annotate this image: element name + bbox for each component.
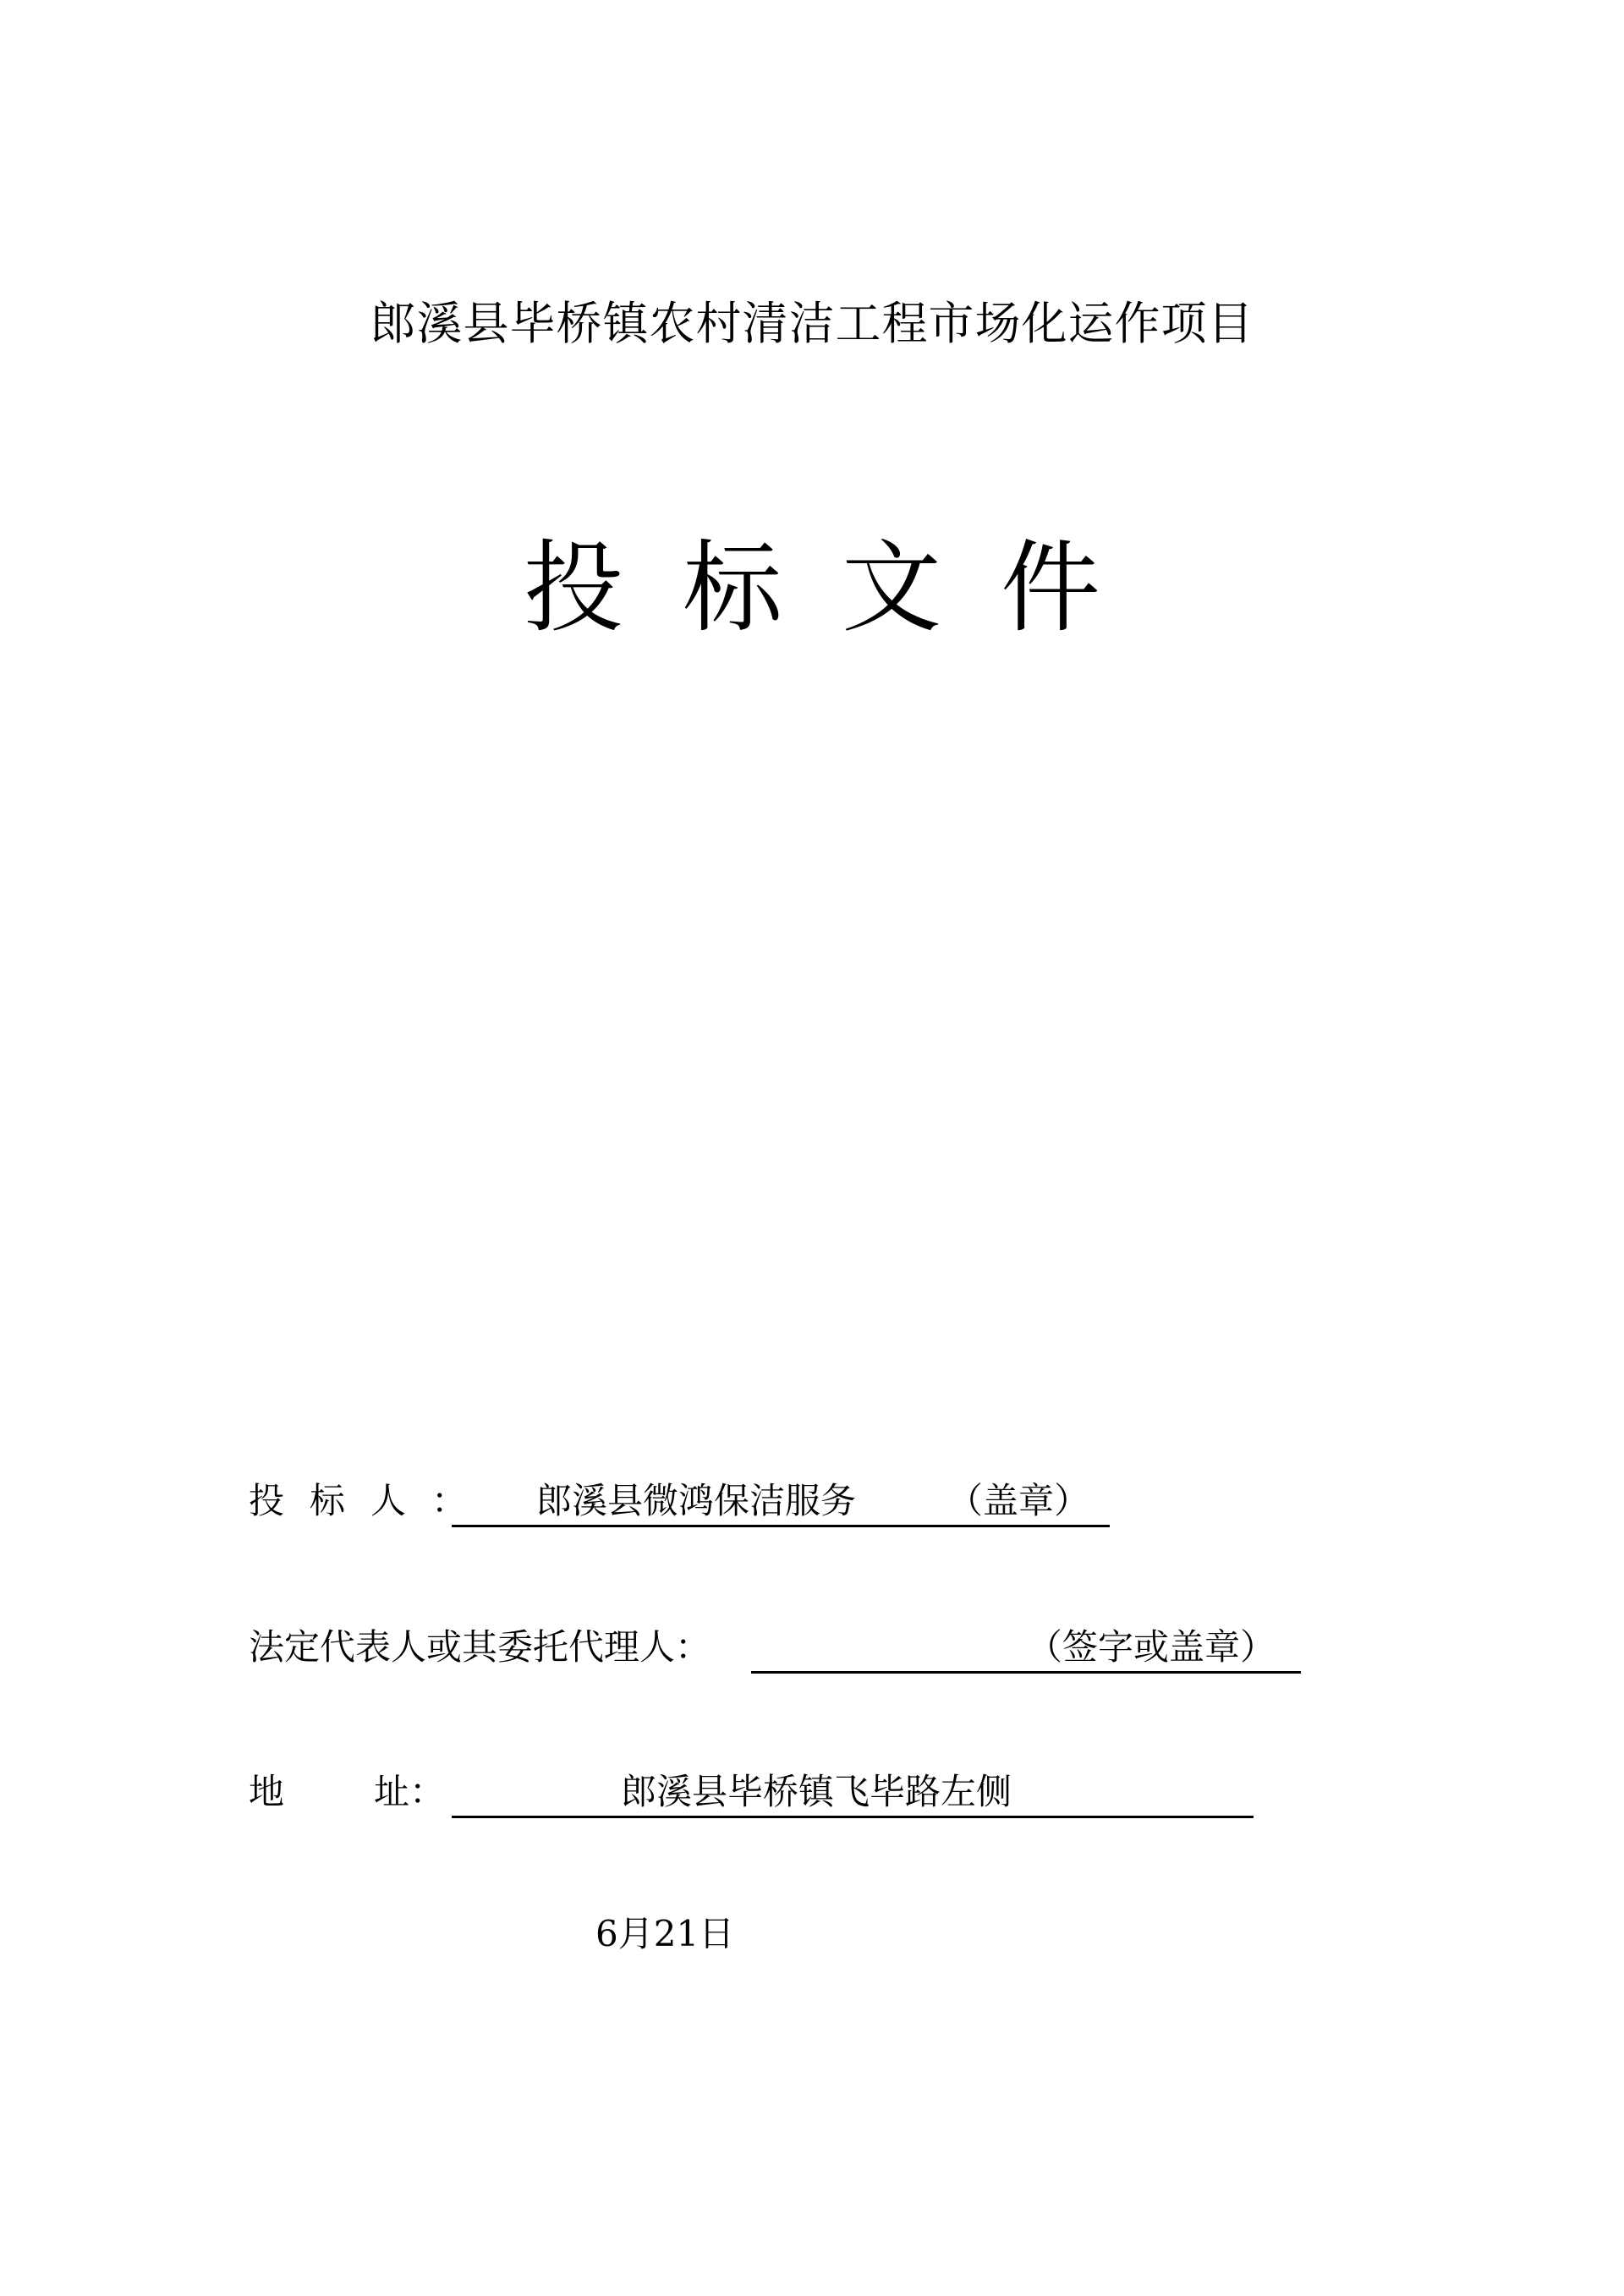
document-date: 6月21日 [595,1913,735,1954]
document-title: 投标文件 [523,529,1160,646]
address-label-second: 址： [374,1771,446,1812]
bidder-label: 投标人： [249,1480,493,1521]
representative-signature-note: （签字或盖章） [1027,1626,1276,1668]
representative-label: 法定代表人或其委托代理人： [249,1626,711,1668]
address-label-first: 地 [249,1771,285,1812]
project-title: 郎溪县毕桥镇农村清洁工程市场化运作项目 [370,297,1254,350]
bidder-value: 郎溪县微鸿保洁服务 [536,1480,857,1521]
address-value: 郎溪县毕桥镇飞毕路左侧 [621,1771,1012,1812]
bidder-seal-note: （盖章） [947,1480,1090,1521]
